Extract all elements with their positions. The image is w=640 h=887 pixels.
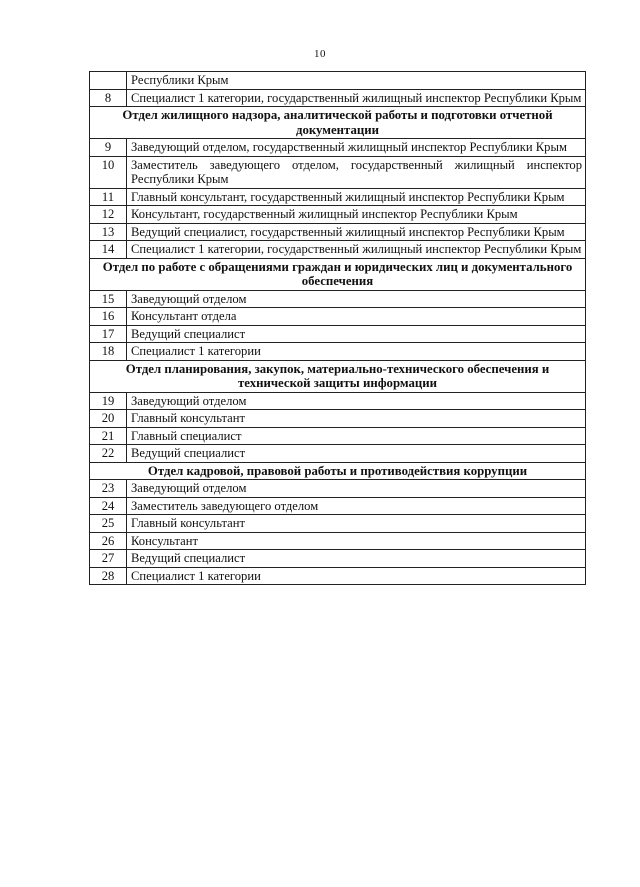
table-row <box>90 223 586 241</box>
table-row <box>90 241 586 259</box>
position-title: Заведующий отделом, государственный жилищный инспектор Республики Крым <box>127 139 586 157</box>
row-number: 26 <box>90 532 127 550</box>
position-title: Ведущий специалист <box>127 325 586 343</box>
section-title: Отдел жилищного надзора, аналитической работы и подготовки отчетной документации <box>90 107 586 139</box>
position-title: Специалист 1 категории <box>127 567 586 585</box>
table-row <box>90 515 586 533</box>
row-number <box>90 72 127 90</box>
section-title: Отдел планирования, закупок, материально-технического обеспечения и технической защиты информации <box>90 360 586 392</box>
table-row <box>90 532 586 550</box>
position-title: Консультант <box>127 532 586 550</box>
table-row <box>90 343 586 361</box>
position-title: Главный консультант <box>127 515 586 533</box>
table-row <box>90 550 586 568</box>
row-number: 23 <box>90 480 127 498</box>
row-number: 18 <box>90 343 127 361</box>
position-title: Специалист 1 категории <box>127 343 586 361</box>
row-number: 8 <box>90 89 127 107</box>
row-number: 28 <box>90 567 127 585</box>
table-row <box>90 410 586 428</box>
table-row <box>90 290 586 308</box>
position-title: Главный специалист <box>127 427 586 445</box>
row-number: 24 <box>90 497 127 515</box>
position-title: Заведующий отделом <box>127 290 586 308</box>
section-title: Отдел кадровой, правовой работы и противодействия коррупции <box>90 462 586 480</box>
table-row <box>90 72 586 90</box>
row-number: 20 <box>90 410 127 428</box>
position-title: Специалист 1 категории, государственный жилищный инспектор Республики Крым <box>127 241 586 259</box>
position-title: Консультант, государственный жилищный инспектор Республики Крым <box>127 206 586 224</box>
row-number: 15 <box>90 290 127 308</box>
row-number: 11 <box>90 188 127 206</box>
position-title: Специалист 1 категории, государственный жилищный инспектор Республики Крым <box>127 89 586 107</box>
table-row <box>90 156 586 188</box>
table-row <box>90 308 586 326</box>
table-row <box>90 188 586 206</box>
row-number: 17 <box>90 325 127 343</box>
table-row <box>90 325 586 343</box>
row-number: 12 <box>90 206 127 224</box>
table-row <box>90 139 586 157</box>
table-row <box>90 206 586 224</box>
position-title: Ведущий специалист <box>127 445 586 463</box>
positions-table-body <box>90 72 586 585</box>
position-title: Консультант отдела <box>127 308 586 326</box>
position-title: Заведующий отделом <box>127 392 586 410</box>
section-header-row <box>90 360 586 392</box>
row-number: 16 <box>90 308 127 326</box>
row-number: 27 <box>90 550 127 568</box>
row-number: 22 <box>90 445 127 463</box>
position-title: Заместитель заведующего отделом <box>127 497 586 515</box>
section-title: Отдел по работе с обращениями граждан и юридических лиц и документального обеспечения <box>90 258 586 290</box>
page-number: 10 <box>314 48 326 60</box>
table-row <box>90 480 586 498</box>
row-number: 13 <box>90 223 127 241</box>
table-row <box>90 427 586 445</box>
row-number: 25 <box>90 515 127 533</box>
table-row <box>90 89 586 107</box>
position-title: Ведущий специалист <box>127 550 586 568</box>
position-title: Заведующий отделом <box>127 480 586 498</box>
table-row <box>90 567 586 585</box>
row-number: 14 <box>90 241 127 259</box>
table-row <box>90 392 586 410</box>
row-number: 21 <box>90 427 127 445</box>
position-title: Главный консультант, государственный жилищный инспектор Республики Крым <box>127 188 586 206</box>
section-header-row <box>90 107 586 139</box>
position-title: Республики Крым <box>127 72 586 90</box>
position-title: Ведущий специалист, государственный жилищный инспектор Республики Крым <box>127 223 586 241</box>
row-number: 19 <box>90 392 127 410</box>
row-number: 10 <box>90 156 127 188</box>
row-number: 9 <box>90 139 127 157</box>
section-header-row <box>90 462 586 480</box>
section-header-row <box>90 258 586 290</box>
position-title: Заместитель заведующего отделом, государственный жилищный инспектор Республики Крым <box>127 156 586 188</box>
position-title: Главный консультант <box>127 410 586 428</box>
positions-table <box>89 71 586 585</box>
table-row <box>90 497 586 515</box>
table-row <box>90 445 586 463</box>
